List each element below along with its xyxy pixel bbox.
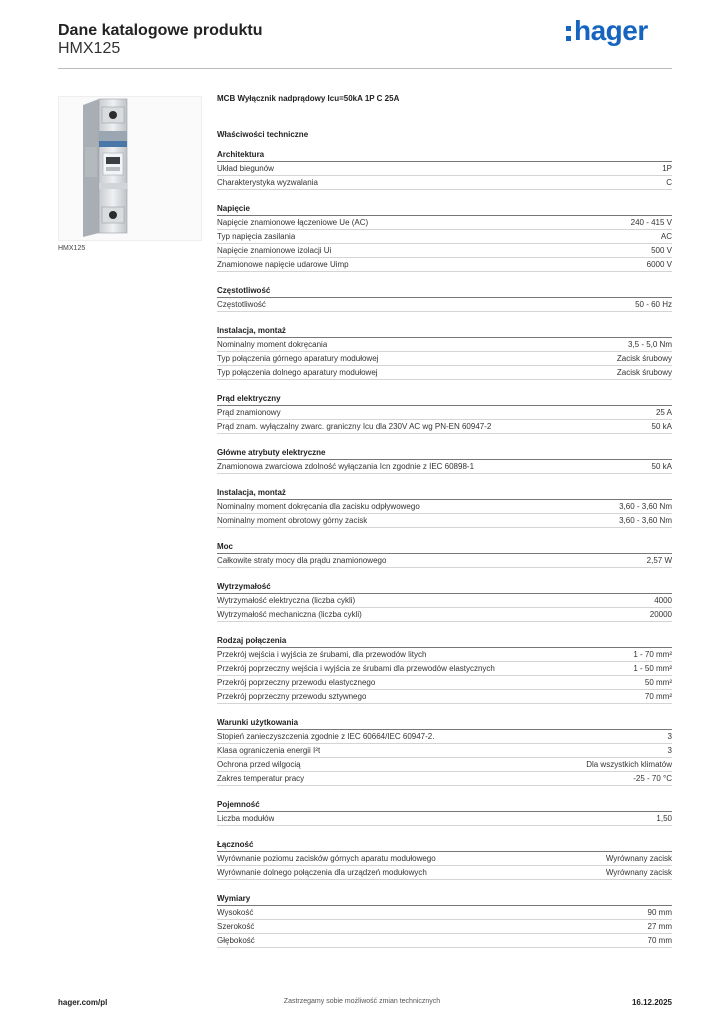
spec-label: Nominalny moment obrotowy górny zacisk [217, 516, 368, 525]
spec-row [217, 648, 672, 662]
image-caption: HMX125 [58, 245, 86, 252]
spec-row [217, 162, 672, 176]
spec-label: Typ połączenia górnego aparatury modułowej [217, 354, 379, 363]
spec-section [217, 798, 672, 826]
spec-label: Wytrzymałość elektryczna (liczba cykli) [217, 596, 356, 605]
spec-section [217, 634, 672, 704]
spec-value: 3,60 - 3,60 Nm [619, 502, 672, 511]
section-title: Główne atrybuty elektryczne [217, 446, 672, 460]
spec-value: 240 - 415 V [630, 218, 672, 227]
logo-dots-icon [566, 26, 571, 41]
section-title: Instalacja, montaż [217, 486, 672, 500]
spec-row [217, 460, 672, 474]
spec-row [217, 594, 672, 608]
spec-section [217, 284, 672, 312]
spec-value: AC [660, 232, 672, 241]
header-divider [58, 68, 672, 69]
spec-label: Wytrzymałość mechaniczna (liczba cykli) [217, 610, 362, 619]
spec-value: 27 mm [647, 922, 672, 931]
spec-row [217, 298, 672, 312]
spec-section [217, 392, 672, 434]
section-title: Moc [217, 540, 672, 554]
spec-value: 1P [662, 164, 672, 173]
spec-row [217, 676, 672, 690]
spec-row [217, 920, 672, 934]
spec-row [217, 176, 672, 190]
spec-row [217, 420, 672, 434]
spec-label: Klasa ograniczenia energii I²t [217, 746, 321, 755]
spec-label: Przekrój poprzeczny wejścia i wyjścia ze śrubami dla przewodów elastycznych [217, 664, 495, 673]
section-title: Napięcie [217, 202, 672, 216]
spec-label: Typ połączenia dolnego aparatury modułowej [217, 368, 378, 377]
spec-label: Prąd znam. wyłączalny zwarc. graniczny Icu dla 230V AC wg PN-EN 60947-2 [217, 422, 492, 431]
spec-value: Wyrównany zacisk [605, 854, 672, 863]
section-title: Wytrzymałość [217, 580, 672, 594]
spec-section [217, 446, 672, 474]
spec-value: 3 [667, 746, 672, 755]
spec-value: 50 kA [651, 462, 672, 471]
spec-value: 1,50 [656, 814, 672, 823]
spec-label: Nominalny moment dokręcania [217, 340, 328, 349]
spec-label: Wyrównanie dolnego połączenia dla urządzeń modułowych [217, 868, 427, 877]
spec-row [217, 812, 672, 826]
spec-section [217, 540, 672, 568]
section-title: Prąd elektryczny [217, 392, 672, 406]
footer-disclaimer: Zastrzegamy sobie możliwość zmian technicznych [283, 998, 441, 1005]
spec-value: 4000 [654, 596, 672, 605]
spec-label: Szerokość [217, 922, 255, 931]
spec-value: 6000 V [646, 260, 672, 269]
spec-value: 70 mm² [644, 692, 672, 701]
spec-label: Stopień zanieczyszczenia zgodnie z IEC 60664/IEC 60947-2. [217, 732, 435, 741]
spec-value: 2,57 W [646, 556, 672, 565]
spec-row [217, 906, 672, 920]
spec-label: Całkowite straty mocy dla prądu znamionowego [217, 556, 387, 565]
spec-row [217, 500, 672, 514]
spec-label: Układ biegunów [217, 164, 274, 173]
spec-value: Wyrównany zacisk [605, 868, 672, 877]
brand-name: hager [574, 15, 648, 46]
spec-value: 50 - 60 Hz [635, 300, 672, 309]
spec-row [217, 352, 672, 366]
spec-value: 500 V [651, 246, 672, 255]
spec-value: 25 A [655, 408, 672, 417]
spec-section [217, 486, 672, 528]
spec-label: Charakterystyka wyzwalania [217, 178, 318, 187]
spec-section [217, 716, 672, 786]
spec-row [217, 258, 672, 272]
spec-row [217, 244, 672, 258]
spec-value: 50 mm² [644, 678, 672, 687]
spec-section [217, 892, 672, 948]
product-image [58, 96, 202, 241]
section-title: Wymiary [217, 892, 672, 906]
spec-value: 3,5 - 5,0 Nm [627, 340, 672, 349]
spec-row [217, 554, 672, 568]
spec-row [217, 852, 672, 866]
spec-value: C [666, 178, 672, 187]
spec-row [217, 662, 672, 676]
spec-panel [217, 92, 672, 948]
spec-value: Dla wszystkich klimatów [586, 760, 672, 769]
spec-row [217, 772, 672, 786]
section-title: Instalacja, montaż [217, 324, 672, 338]
spec-label: Częstotliwość [217, 300, 266, 309]
footer-website: hager.com/pl [58, 998, 108, 1007]
spec-label: Napięcie znamionowe izolacji Ui [217, 246, 332, 255]
spec-row [217, 608, 672, 622]
spec-value: 70 mm [647, 936, 672, 945]
spec-row [217, 934, 672, 948]
hager-logo [566, 14, 648, 48]
spec-value: -25 - 70 °C [633, 774, 672, 783]
footer-date: 16.12.2025 [631, 998, 672, 1007]
spec-label: Zakres temperatur pracy [217, 774, 305, 783]
spec-label: Przekrój poprzeczny przewodu sztywnego [217, 692, 367, 701]
spec-row [217, 758, 672, 772]
spec-row [217, 216, 672, 230]
section-title: Częstotliwość [217, 284, 672, 298]
spec-label: Ochrona przed wilgocią [217, 760, 301, 769]
spec-row [217, 366, 672, 380]
spec-row [217, 690, 672, 704]
spec-row [217, 406, 672, 420]
spec-label: Przekrój poprzeczny przewodu elastycznego [217, 678, 376, 687]
section-title: Łączność [217, 838, 672, 852]
spec-value: 3,60 - 3,60 Nm [619, 516, 672, 525]
product-code: HMX125 [58, 40, 121, 57]
spec-section [217, 580, 672, 622]
spec-label: Znamionowe napięcie udarowe Uimp [217, 260, 349, 269]
spec-value: Zacisk śrubowy [616, 354, 672, 363]
section-title: Architektura [217, 148, 672, 162]
spec-section [217, 202, 672, 272]
spec-label: Liczba modułów [217, 814, 275, 823]
product-name: MCB Wyłącznik nadprądowy Icu=50kA 1P C 25A [217, 94, 400, 103]
spec-row [217, 514, 672, 528]
properties-heading: Właściwości techniczne [217, 130, 309, 139]
section-title: Rodzaj połączenia [217, 634, 672, 648]
spec-label: Przekrój wejścia i wyjścia ze śrubami, dla przewodów litych [217, 650, 427, 659]
spec-section [217, 148, 672, 190]
spec-label: Głębokość [217, 936, 255, 945]
circuit-breaker-icon [59, 97, 201, 240]
spec-row [217, 730, 672, 744]
spec-value: 1 - 70 mm² [633, 650, 672, 659]
spec-label: Napięcie znamionowe łączeniowe Ue (AC) [217, 218, 369, 227]
spec-row [217, 866, 672, 880]
spec-sections [217, 148, 672, 948]
spec-label: Wysokość [217, 908, 254, 917]
spec-section [217, 838, 672, 880]
section-title: Pojemność [217, 798, 672, 812]
spec-value: 3 [667, 732, 672, 741]
spec-label: Typ napięcia zasilania [217, 232, 296, 241]
spec-value: 1 - 50 mm² [633, 664, 672, 673]
section-title: Warunki użytkowania [217, 716, 672, 730]
spec-value: 90 mm [647, 908, 672, 917]
spec-label: Znamionowa zwarciowa zdolność wyłączania Icn zgodnie z IEC 60898-1 [217, 462, 475, 471]
spec-label: Prąd znamionowy [217, 408, 281, 417]
page-title: Dane katalogowe produktu [58, 22, 263, 39]
spec-label: Wyrównanie poziomu zacisków górnych aparatu modułowego [217, 854, 436, 863]
spec-row [217, 338, 672, 352]
spec-section [217, 324, 672, 380]
spec-label: Nominalny moment dokręcania dla zacisku odpływowego [217, 502, 420, 511]
spec-row [217, 230, 672, 244]
spec-row [217, 744, 672, 758]
spec-value: 50 kA [651, 422, 672, 431]
spec-value: 20000 [649, 610, 672, 619]
spec-value: Zacisk śrubowy [616, 368, 672, 377]
